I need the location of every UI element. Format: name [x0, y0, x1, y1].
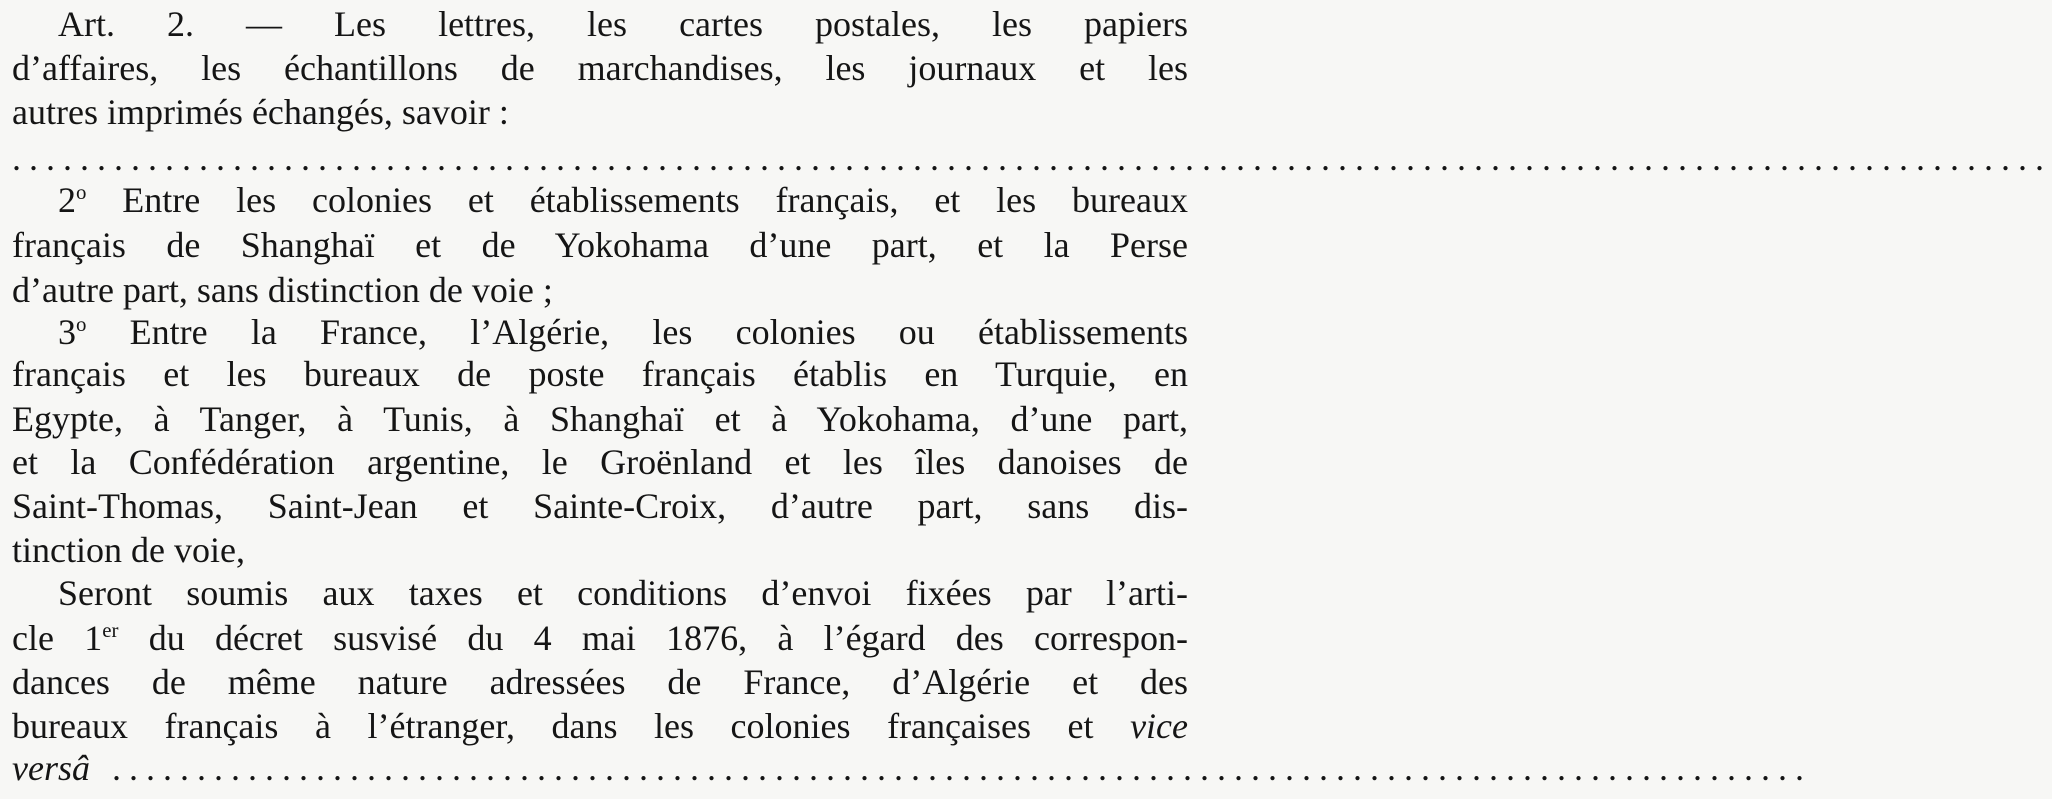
dotted-leader: ....................................................................................................: [112, 748, 1812, 788]
text-line: dances de même nature adressées de France, d’Algérie et des: [12, 662, 1188, 702]
text-line: français et les bureaux de poste français établis en Turquie, en: [12, 354, 1188, 394]
dotted-separator: ........................................................................................................................: [12, 138, 2052, 178]
text-line: et la Confédération argentine, le Groënland et les îles danoises de: [12, 442, 1188, 482]
article-heading-line: [58, 4, 1188, 44]
text-line: versâ: [12, 748, 90, 788]
text-line: autres imprimés échangés, savoir :: [12, 92, 509, 132]
item-3-line: 3$^o$ Entre la France, l’Algérie, les colonies ou établissements: [58, 312, 1188, 352]
text-line: cle 1er du décret susvisé du 4 mai 1876, à l’égard des correspon-: [12, 618, 1188, 658]
text-line: français de Shanghaï et de Yokohama d’une part, et la Perse: [12, 225, 1188, 265]
conclusion-line: Seront soumis aux taxes et conditions d’envoi fixées par l’arti-: [58, 573, 1188, 613]
text-line: bureaux français à l’étranger, dans les colonies françaises et vice: [12, 706, 1188, 746]
text-line: Egypte, à Tanger, à Tunis, à Shanghaï et à Yokohama, d’une part,: [12, 399, 1188, 439]
item-2-line: 2$^o$ Entre les colonies et établissements français, et les bureaux: [58, 180, 1188, 220]
text-line: tinction de voie,: [12, 530, 245, 570]
text-line: Art. 2. — Les lettres, les cartes postales, les papiers: [58, 4, 1188, 44]
text-line: d’autre part, sans distinction de voie ;: [12, 270, 553, 310]
text-line: Saint-Thomas, Saint-Jean et Sainte-Croix, d’autre part, sans dis-: [12, 486, 1188, 526]
text-line: d’affaires, les échantillons de marchandises, les journaux et les: [12, 48, 1188, 88]
